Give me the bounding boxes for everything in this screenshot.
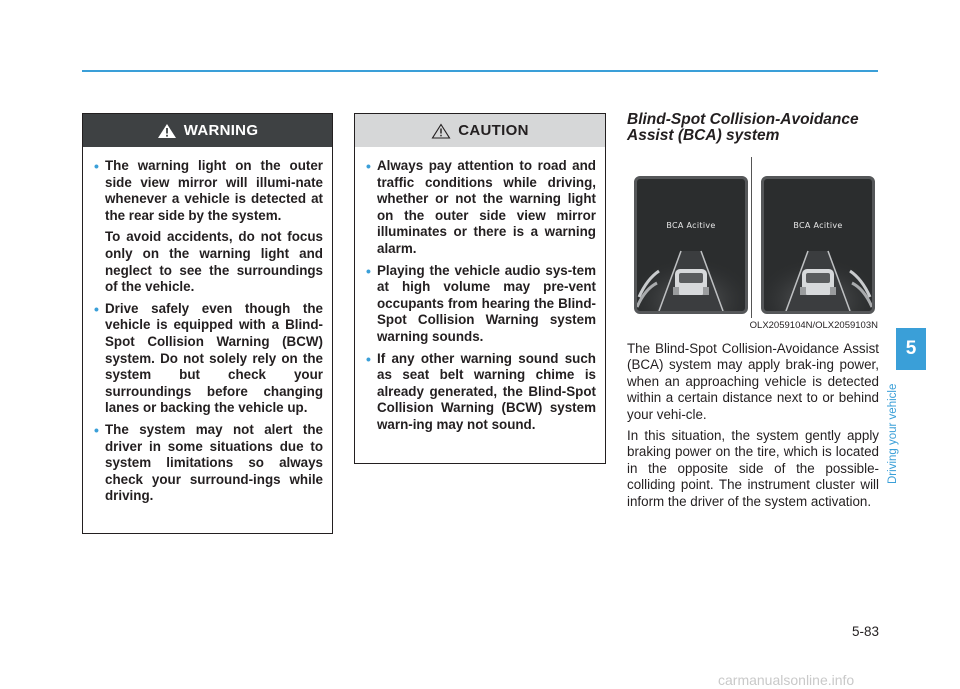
warning-header	[83, 114, 332, 147]
caution-header	[355, 114, 605, 147]
caution-triangle-icon	[431, 123, 451, 139]
warning-triangle-icon	[157, 123, 177, 139]
body-paragraph: In this situation, the system gently apply braking power on the tire, which is located in the opposite side of the possible-colliding point. The instrument cluster will inform the driver of the system activation.	[627, 428, 879, 509]
list-item	[367, 158, 596, 258]
bca-figure	[627, 157, 878, 318]
list-item-text: Drive safely even though the vehicle is equipped with a Blind-Spot Collision Warning (BCW) system. Do not solely rely on the system but check your surroundings before changing lanes or backing the vehicle up.	[105, 300, 323, 416]
top-rule	[82, 70, 878, 72]
body-paragraph: The Blind-Spot Collision-Avoidance Assist (BCA) system may apply brak-ing power, when an approaching vehicle is detected within a certain distance next to or behind your vehi-cle.	[627, 341, 879, 422]
list-item	[367, 351, 596, 434]
warning-title: WARNING	[183, 122, 259, 139]
caution-list	[355, 147, 605, 434]
list-item-text: Always pay attention to road and traffic conditions while driving, whether or not the warning light on the outer side view mirror illuminates or there is a warning alarm.	[377, 158, 596, 256]
bullet-icon: •	[94, 421, 99, 438]
list-item-text: The system may not alert the driver in some situations due to system limitations so always check your surround-ings while driving.	[105, 421, 323, 504]
bca-car-illustration-left	[637, 179, 745, 311]
list-item	[95, 158, 323, 296]
list-item	[95, 301, 323, 417]
list-item	[367, 263, 596, 346]
list-item-text: If any other warning sound such as seat belt warning chime is already generated, the Blind-Spot Collision Warning (BCW) system warn-ing may not sound.	[377, 350, 596, 432]
list-item	[95, 422, 323, 505]
bullet-icon: •	[94, 300, 99, 317]
bca-car-illustration-right	[764, 179, 872, 311]
list-item-text: Playing the vehicle audio sys-tem at high volume may pre-vent occupants from hearing the Blind-Spot Collision Warning system warning sounds.	[377, 262, 596, 344]
chapter-label: Driving your vehicle	[887, 383, 899, 484]
bullet-icon: •	[366, 350, 371, 367]
cluster-screen-left	[634, 176, 748, 314]
section-body	[627, 341, 879, 515]
list-item-text: The warning light on the outer side view mirror will illumi-nate whenever a vehicle is detected at the rear side by the system.	[105, 158, 323, 223]
page-number: 5-83	[851, 624, 879, 639]
bullet-icon: •	[366, 158, 371, 174]
screen-label-right: BCA Acitive	[793, 221, 843, 230]
watermark: carmanualsonline.info	[718, 672, 855, 688]
bullet-icon: •	[366, 262, 371, 279]
figure-caption: OLX2059104N/OLX2059103N	[749, 320, 878, 331]
figure-divider	[751, 157, 752, 318]
cluster-screen-right	[761, 176, 875, 314]
chapter-tab: 5	[896, 328, 926, 370]
screen-label-left: BCA Acitive	[666, 221, 716, 230]
list-item-text: To avoid accidents, do not focus only on the warning light and neglect to see the surroundings of the vehicle.	[105, 229, 323, 295]
warning-list	[83, 147, 332, 505]
caution-box	[354, 113, 606, 464]
caution-title: CAUTION	[458, 122, 529, 139]
section-title: Blind-Spot Collision-Avoidance Assist (BCA) system	[627, 111, 859, 144]
bullet-icon: •	[94, 158, 99, 174]
warning-box	[82, 113, 333, 534]
